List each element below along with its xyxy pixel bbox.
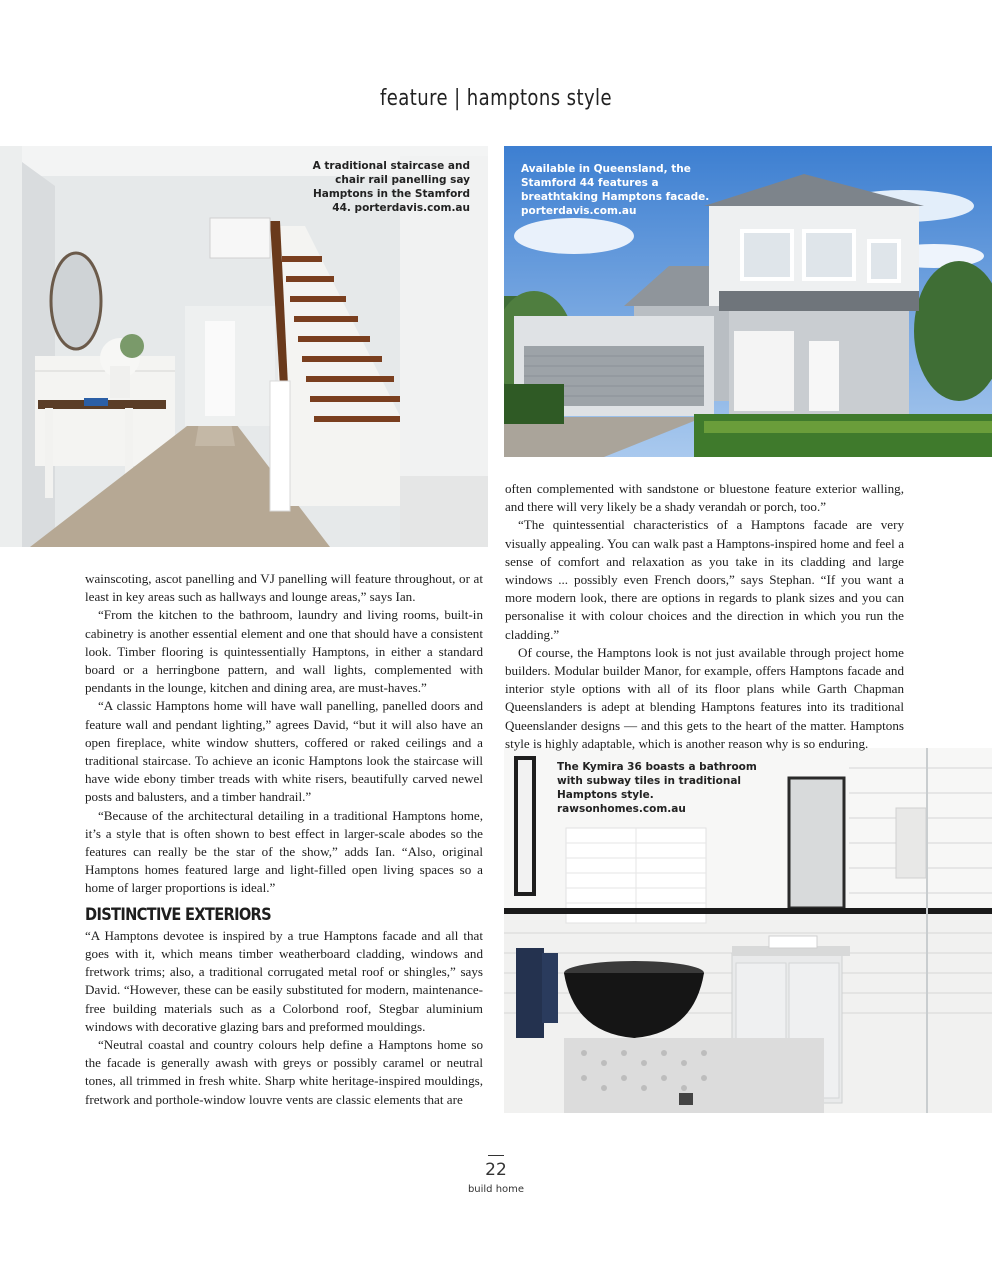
body-paragraph: “A classic Hamptons home will have wall panelling, panelled doors and feature wall and pendant lighting,” agrees David, “but it will also have an open fireplace, white window shutters, coffered or raked ceilings and a traditional staircase. To achieve an iconic Hamptons look the staircase will have wide ebony timber treads with white risers, beautifully carved newel posts and balusters, and a timber handrail.” xyxy=(85,698,483,805)
body-paragraph: Of course, the Hamptons look is not just available through project home builders. Modular builder Manor, for example, offers Hamptons facade and interior style options with all of its floor plans while Garth Chapman Queenslanders is adept at blending Hamptons features into its traditional Queenslander designs — and this gets to the heart of the matter. Hamptons style is highly adaptable, which is another reason why is so enduring. xyxy=(505,644,904,751)
body-paragraph: “A Hamptons devotee is inspired by a true Hamptons facade and all that goes with it, which means timber weatherboard cladding, windows and fretwork trims; also, a traditional corrugated metal roof or shingles,” says David. “However, these can be easily substituted for modern, maintenance-free building materials such as a Colorbond roof, Stegbar aluminium windows with decorative glazing bars and preformed mouldings. xyxy=(85,927,483,1034)
body-paragraph: “The quintessential characteristics of a Hamptons facade are very visually appealing. You can walk past a Hamptons-inspired home and feel a sense of comfort and relaxation as you take in its cladding and large windows ... possibly even French doors,” says Stephan. “If you want a more modern look, there are options in regards to plank sizes and you can personalise it with colour choices and the direction in which you run the cladding.” xyxy=(505,517,904,642)
body-paragraph: wainscoting, ascot panelling and VJ panelling will feature throughout, or at least in key areas such as hallways and lounge areas,” says Ian. xyxy=(85,571,483,605)
body-paragraph: often complemented with sandstone or bluestone feature exterior walling, and there will very likely be a shady verandah or porch, too.” xyxy=(505,481,904,515)
body-paragraph: “From the kitchen to the bathroom, laundry and living rooms, built-in cabinetry is another essential element and one that should have a consistent look. Timber flooring is quintessentially Hamptons, in either a standard board or a herringbone pattern, and wall lights, complemented with pendants in the lounge, kitchen and dining area, are must-haves.” xyxy=(85,607,483,696)
section-header: feature | hamptons style xyxy=(380,86,612,111)
folio-rule xyxy=(488,1155,504,1156)
house-caption: Available in Queensland, the Stamford 44 features a breathtaking Hamptons facade. porterdavis.com.au xyxy=(521,163,710,217)
bathroom-caption: The Kymira 36 boasts a bathroom with subway tiles in traditional Hamptons style. rawsonhomes.com.au xyxy=(557,761,757,815)
body-paragraph: “Neutral coastal and country colours help define a Hamptons home so the facade is generally awash with greys or possibly caramel or neutral tones, all trimmed in fresh white. Sharp white heritage-inspired mouldings, fretwork and porthole-window louvre vents are classic elements that are xyxy=(85,1037,483,1107)
publication-name: build home xyxy=(467,1184,525,1195)
staircase-caption: A traditional staircase and chair rail panelling say Hamptons in the Stamford 44. porterdavis.com.au xyxy=(312,160,470,214)
right-text-column xyxy=(505,480,904,753)
subheading: DISTINCTIVE EXTERIORS xyxy=(85,904,271,925)
page-number: 22 xyxy=(485,1160,507,1180)
body-paragraph: “Because of the architectural detailing in a traditional Hamptons home, it’s a style that is often shown to best effect in larger-scale abodes so the features can really be the star of the show,” adds Ian. “Also, original Hamptons homes featured large and light-filled open living spaces so a home of larger proportions is ideal.” xyxy=(85,807,483,896)
left-text-column xyxy=(85,570,483,1109)
